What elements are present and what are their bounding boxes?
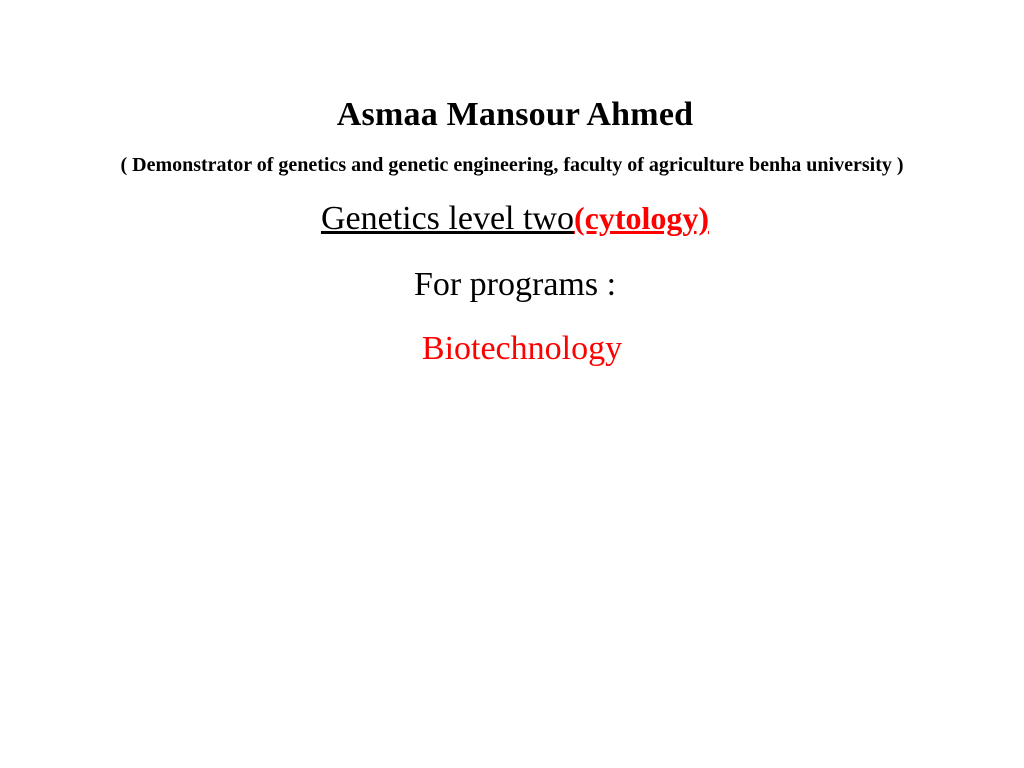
program-name: Biotechnology <box>421 330 623 367</box>
course-topic: (cytology) <box>573 200 710 236</box>
programs-label: For programs : <box>413 266 617 303</box>
presenter-name: Asmaa Mansour Ahmed <box>336 96 694 133</box>
program-name-line <box>0 330 1024 368</box>
course-line <box>0 200 1024 238</box>
presenter-line <box>0 96 1024 134</box>
affiliation-text: ( Demonstrator of genetics and genetic engineering, faculty of agriculture benha university ) <box>120 154 904 176</box>
affiliation-line <box>0 154 1024 177</box>
programs-line <box>0 266 1024 304</box>
course-title: Genetics level two <box>320 200 574 237</box>
